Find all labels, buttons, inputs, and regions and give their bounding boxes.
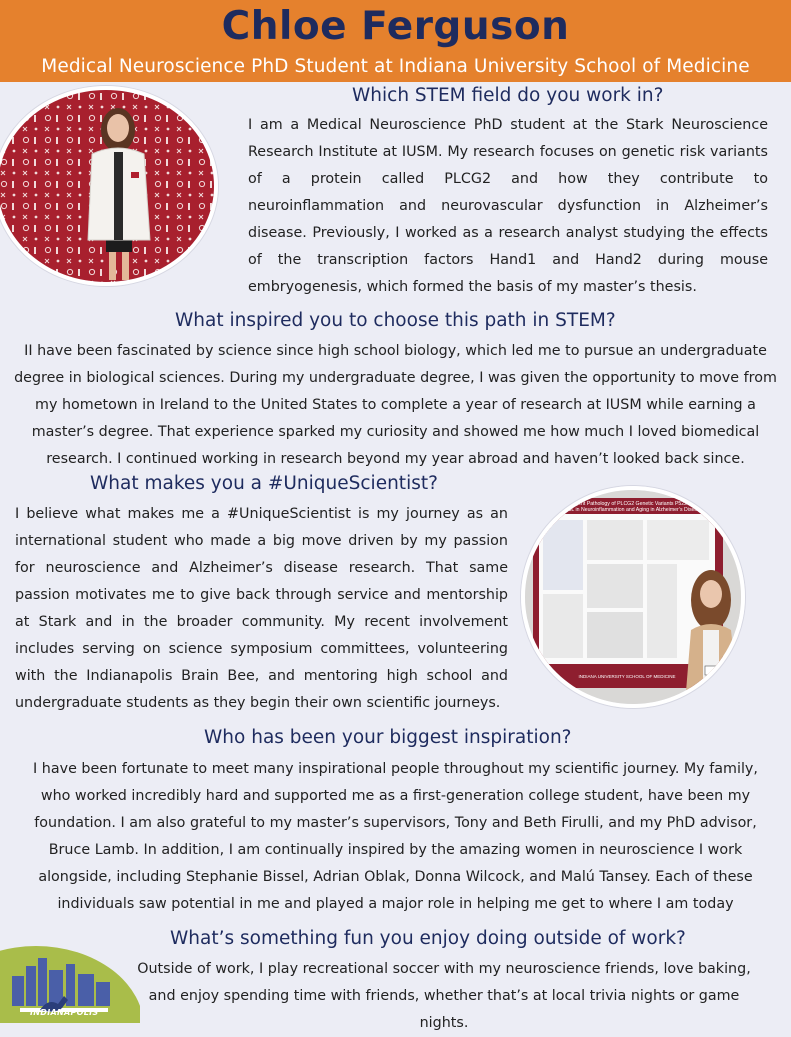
answer-stem-field: I am a Medical Neuroscience PhD student at the Stark Neuroscience Research Institute at IUSM. My research focuses on genetic risk variants of a protein called PLCG2 and how they contribute to neuroinflammation and neurovascular dysfunction in Alzheimer’s disease. Previously, I worked as a research analyst studying the effects of the transcription factors Hand1 and Hand2 during mouse embryogenesis, which formed the basis of my master’s thesis. (248, 117, 768, 295)
question-fun-outside-work: What’s something fun you enjoy doing outside of work? (170, 928, 686, 949)
poster-footer: INDIANA UNIVERSITY SCHOOL OF MEDICINE (578, 674, 676, 679)
question-inspired-path: What inspired you to choose this path in STEM? (175, 310, 616, 331)
question-stem-field: Which STEM field do you work in? (352, 85, 664, 106)
poster-illustration (525, 490, 741, 704)
indianapolis-logo (0, 930, 140, 1023)
person-name: Chloe Ferguson (221, 4, 570, 49)
poster-title-line-2: and M28L in Neuroinflammation and Aging in Alzheimer’s Disease (551, 507, 703, 513)
portrait-illustration (0, 90, 214, 282)
poster-title-line-1: Divergent Pathology of PLCG2 Genetic Variants P522R (563, 501, 691, 507)
answer-biggest-inspiration: I have been fortunate to meet many inspirational people throughout my scientific journey. My family, who worked incredibly hard and supported me as a first-generation college student, have been my foundation. I am also grateful to my master’s supervisors, Tony and Beth Firulli, and my PhD advisor, Bruce Lamb. In addition, I am continually inspired by the amazing women in neuroscience I work alongside, including Stephanie Bissel, Adrian Oblak, Donna Wilcock, and Malú Tansey. Each of these individuals saw potential in me and played a major role in helping me get to where I am today (33, 761, 758, 912)
question-biggest-inspiration: Who has been your biggest inspiration? (204, 727, 572, 748)
person-title: Medical Neuroscience PhD Student at Indiana University School of Medicine (41, 56, 750, 77)
question-unique-scientist: What makes you a #UniqueScientist? (90, 473, 438, 494)
answer-fun-outside-work: Outside of work, I play recreational soccer with my neuroscience friends, love baking, and enjoy spending time with friends, whether that’s at local trivia nights or game nights. (137, 961, 751, 1031)
answer-unique-scientist: I believe what makes me a #UniqueScientist is my journey as an international student who made a big move driven by my passion for neuroscience and Alzheimer’s disease research. That same passion motivates me to give back through service and mentorship at Stark and in the broader community. My recent involvement includes serving on science symposium committees, volunteering with the Indianapolis Brain Bee, and mentoring high school and undergraduate students as they begin their own scientific journeys. (15, 506, 508, 711)
logo-label: INDIANAPOLIS (30, 1008, 99, 1017)
poster-photo (521, 486, 745, 708)
portrait-photo (0, 86, 218, 286)
answer-inspired-path: II have been fascinated by science since high school biology, which led me to pursue an undergraduate degree in biological sciences. During my undergraduate degree, I was given the opportunity to move from my hometown in Ireland to the United States to complete a year of research at IUSM while earning a master’s degree. That experience sparked my curiosity and showed me how much I loved biomedical research. I continued working in research beyond my year abroad and haven’t looked back since. (14, 343, 777, 467)
